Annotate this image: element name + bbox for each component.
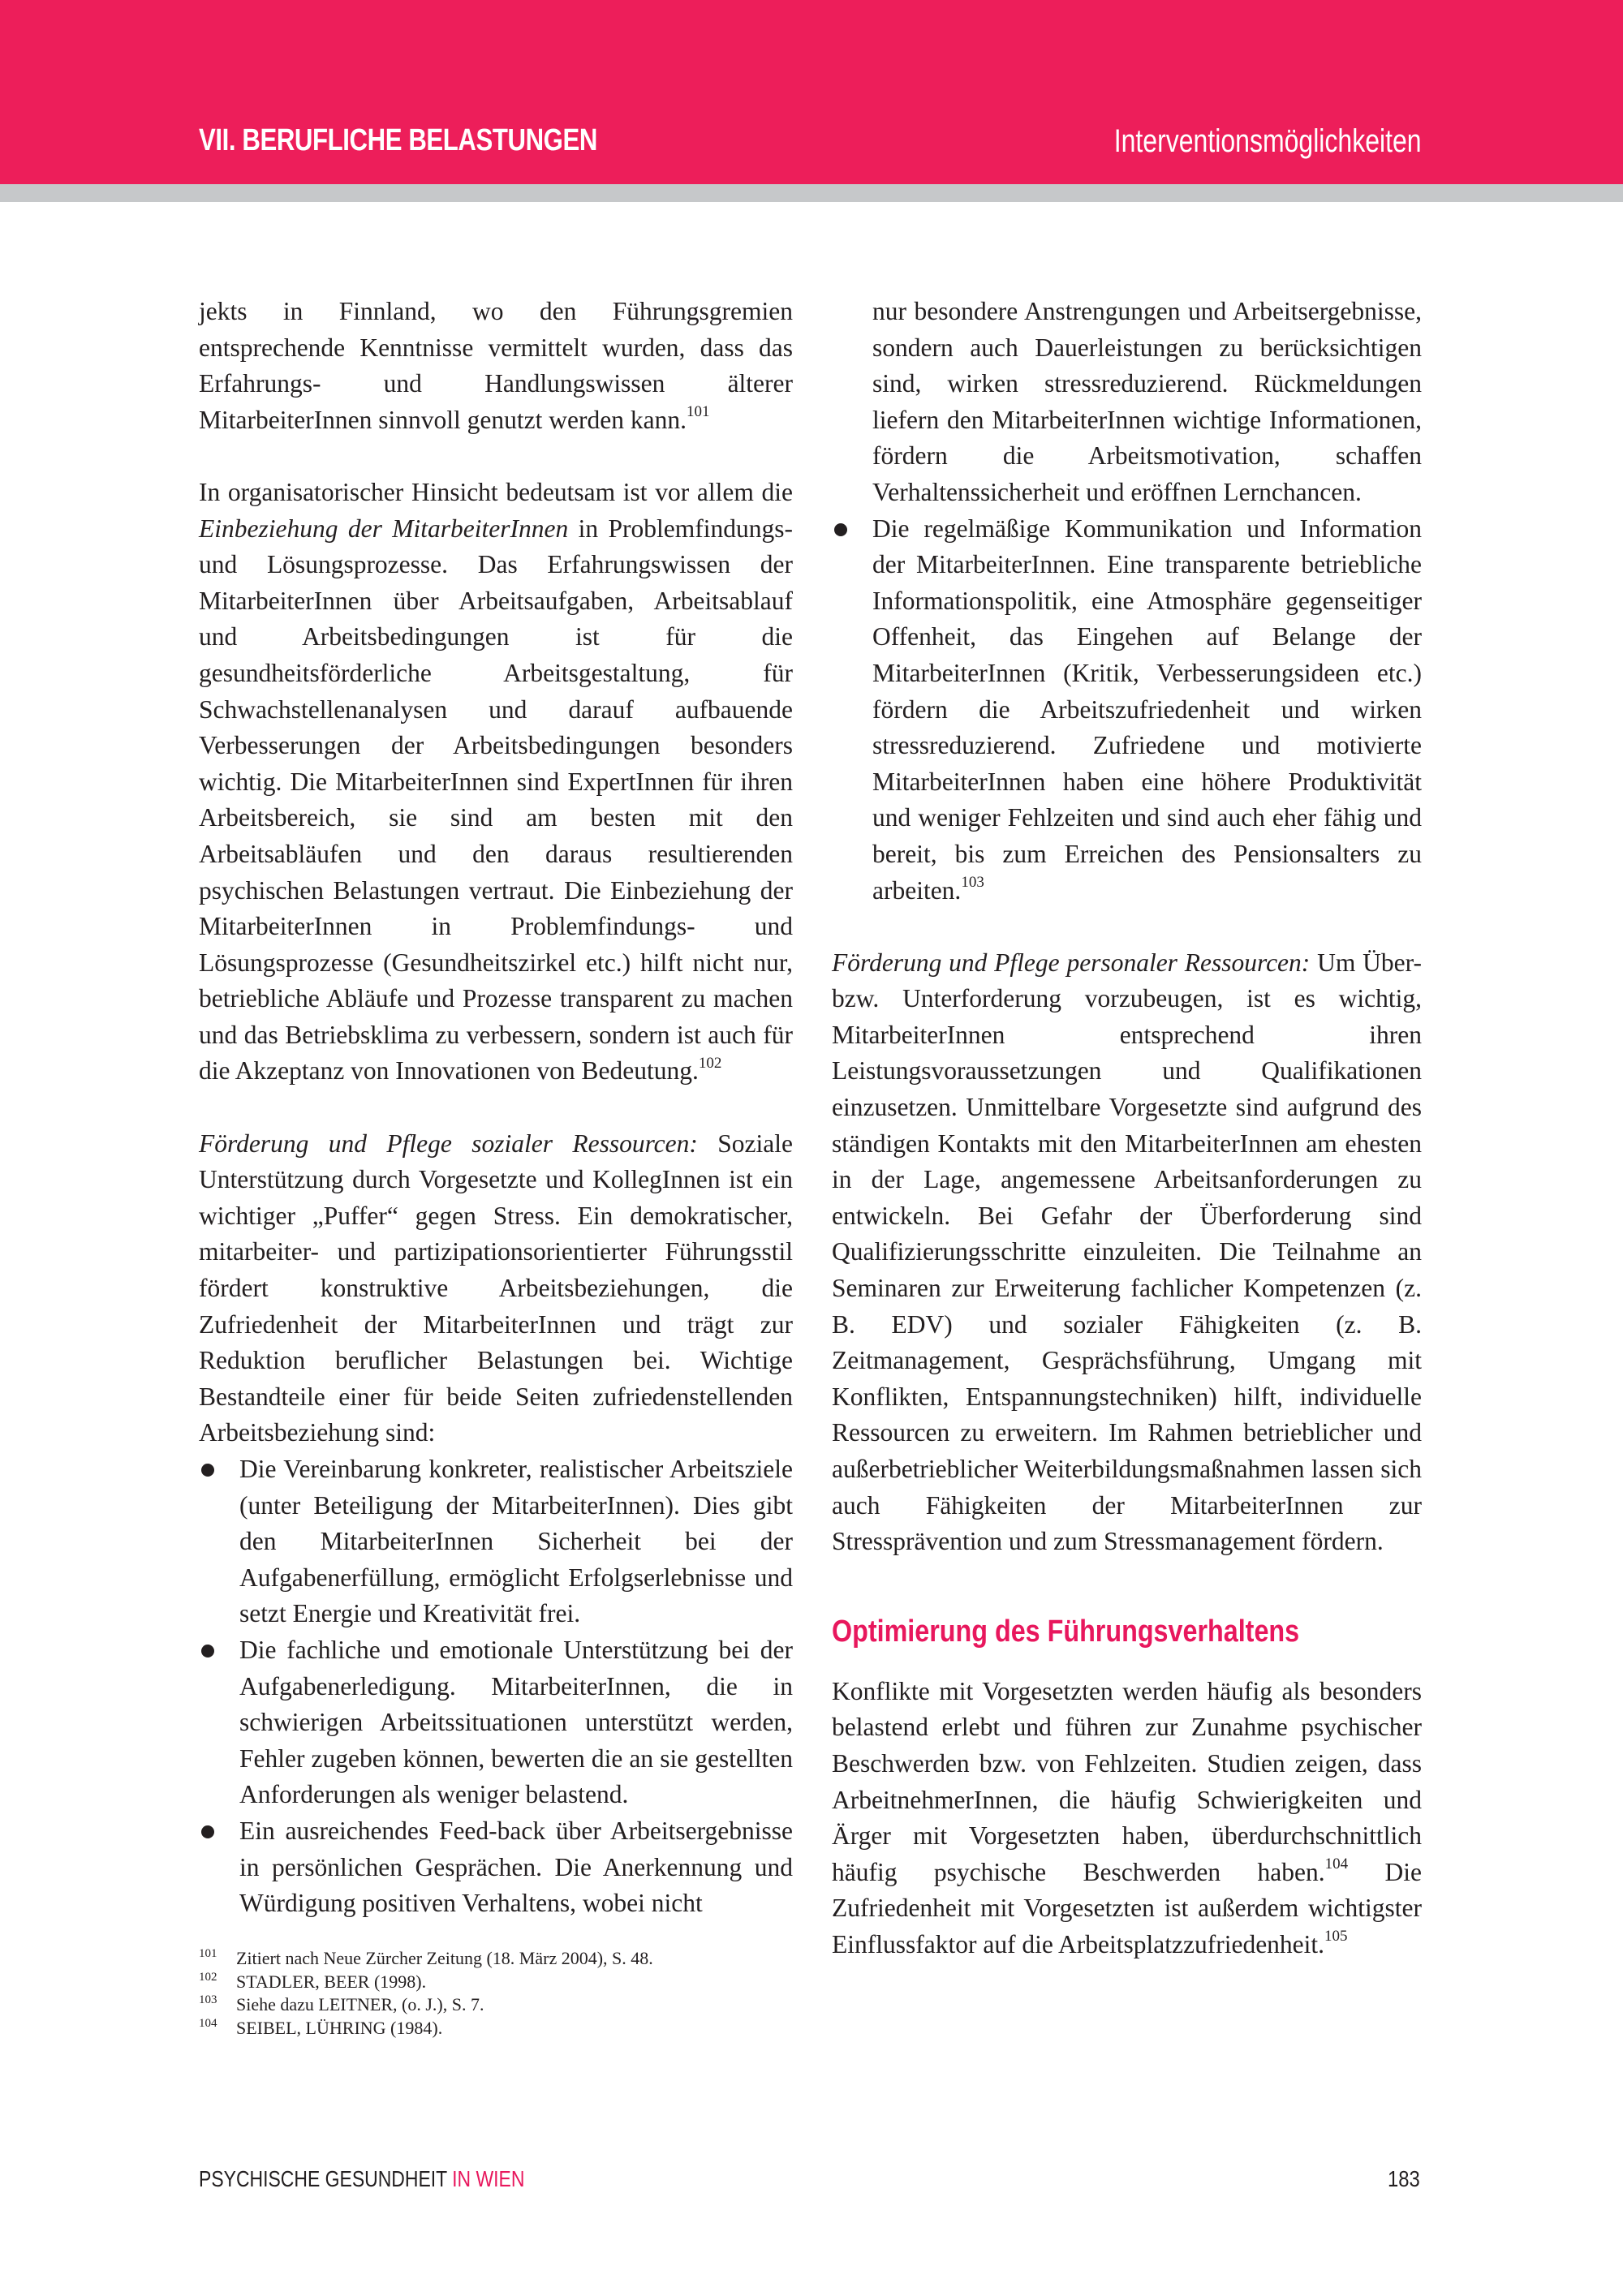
list-item <box>199 1632 793 1813</box>
bullet-icon <box>201 1825 214 1838</box>
footnote-number: 102 <box>199 1970 217 1984</box>
paragraph-text: Konflikte mit Vorgesetzten werden häufig als besonders belastend erlebt und führen zur Zunahme psychischer Beschwerden bzw. von Fehlzeiten. Studien zeigen, dass ArbeitnehmerInnen, die häufig Schwierigkeiten und Ärger mit Vorgesetzten haben, überdurchschnittlich häufig psychische Beschwerden haben. <box>832 1676 1422 1886</box>
list-item-text: Ein ausreichendes Feed-back über Arbeitsergebnisse in persönlichen Gesprächen. Die Anerkennung und Würdigung positiven Verhaltens, wobei nicht <box>239 1816 793 1918</box>
header-divider-band <box>0 184 1623 202</box>
footnote-number: 103 <box>199 1993 217 2006</box>
right-column <box>832 294 1422 1963</box>
footnote-ref[interactable]: 101 <box>686 403 710 421</box>
footnote <box>199 1993 653 2017</box>
footnote-text: Siehe dazu LEITNER, (o. J.), S. 7. <box>236 1994 484 2014</box>
bullet-icon <box>201 1645 214 1658</box>
list-item <box>832 511 1422 909</box>
list-item-text: Die Vereinbarung konkreter, realistischer Arbeitsziele (unter Beteiligung der MitarbeiterInnen). Dies gibt den MitarbeiterInnen Sicherheit bei der Aufgabenerfüllung, ermöglicht Erfolgserlebnisse und setzt Energie und Kreativität frei. <box>239 1455 793 1628</box>
footnote-number: 101 <box>199 1947 217 1960</box>
publication-title-main: PSYCHISCHE GESUNDHEIT <box>199 2166 453 2191</box>
paragraph-text: Soziale Unterstützung durch Vorgesetzte und KollegInnen ist ein wichtiger „Puffer“ gegen Stress. Ein demokratischer, mitarbeiter- und partizipationsorientierter Führungsstil fördert konstruktive Arbeitsbeziehungen, die Zufriedenheit der MitarbeiterInnen und trägt zur Reduktion beruflicher Belastungen bei. Wichtige Bestandteile einer für beide Seiten zufriedenstellenden Arbeitsbeziehung sind: <box>199 1129 793 1447</box>
footnote-text: SEIBEL, LÜHRING (1984). <box>236 2017 443 2038</box>
section-heading: Optimierung des Führungsverhaltens <box>832 1614 1300 1649</box>
left-column <box>199 294 793 1922</box>
paragraph <box>199 1126 793 1451</box>
paragraph <box>199 294 793 438</box>
emphasis-text: Einbeziehung der MitarbeiterInnen <box>199 514 569 543</box>
publication-title-accent: IN WIEN <box>452 2166 525 2191</box>
emphasis-text: Förderung und Pflege sozialer Ressourcen: <box>199 1129 698 1158</box>
footnote <box>199 1947 653 1971</box>
bullet-list <box>832 511 1422 909</box>
bullet-icon <box>834 523 847 536</box>
bullet-list <box>199 1451 793 1922</box>
list-item-continuation: nur besondere Anstrengungen und Arbeitsergebnisse, sondern auch Dauerleistungen zu berücksichtigen sind, wirken stressreduzierend. Rückmeldungen liefern den MitarbeiterInnen wichtige Informationen, fördern die Arbeitsmotivation, schaffen Verhaltenssicherheit und eröffnen Lernchancen. <box>872 297 1422 506</box>
paragraph-text: Die Zufriedenheit mit Vorgesetzten ist außerdem wichtigster Einflussfaktor auf die Arbeitsplatzzufriedenheit. <box>832 1857 1422 1958</box>
bullet-icon <box>201 1464 214 1477</box>
footnote-text: Zitiert nach Neue Zürcher Zeitung (18. März 2004), S. 48. <box>236 1948 653 1968</box>
list-item-text: Die fachliche und emotionale Unterstützung bei der Aufgabenerledigung. MitarbeiterInnen, die in schwierigen Arbeitssituationen unterstützt werden, Fehler zugeben können, bewerten die an sie gestellten Anforderungen als weniger belastend. <box>239 1635 793 1809</box>
footnote-ref[interactable]: 104 <box>1324 1855 1349 1873</box>
footnote-ref[interactable]: 102 <box>698 1054 722 1072</box>
paragraph-text: Um Über- bzw. Unterforderung vorzubeugen, ist es wichtig, MitarbeiterInnen entsprechend ihren Leistungsvoraussetzungen und Qualifikationen einzusetzen. Unmittelbare Vorgesetzte sind aufgrund des ständigen Kontakts mit den MitarbeiterInnen am ehesten in der Lage, angemessene Arbeitsanforderungen zu entwickeln. Bei Gefahr der Überforderung sind Qualifizierungsschritte einzuleiten. Die Teilnahme an Seminaren zur Erweiterung fachlicher Kompetenzen (z. B. EDV) und sozialer Fähigkeiten (z. B. Zeitmanagement, Gesprächsführung, Umgang mit Konflikten, Entspannungstechniken) hilft, individuelle Ressourcen zu erweitern. Im Rahmen betrieblicher und außerbetrieblicher Weiterbildungsmaßnahmen lassen sich auch Fähigkeiten der MitarbeiterInnen zur Stressprävention und zum Stressmanagement fördern. <box>832 948 1422 1556</box>
list-item-text: Die regelmäßige Kommunikation und Information der MitarbeiterInnen. Eine transparente betriebliche Informationspolitik, eine Atmosphäre gegenseitiger Offenheit, das Eingehen auf Belange der MitarbeiterInnen (Kritik, Verbesserungsideen etc.) fördern die Arbeitszufriedenheit und wirken stressreduzierend. Zufriedene und motivierte MitarbeiterInnen haben eine höhere Produktivität und weniger Fehlzeiten und sind auch eher fähig und bereit, bis zum Erreichen des Pensionsalters zu arbeiten. <box>872 514 1422 905</box>
emphasis-text: Förderung und Pflege personaler Ressourcen: <box>832 948 1311 977</box>
footnotes <box>199 1947 653 2040</box>
list-item <box>199 1451 793 1632</box>
publication-title <box>199 2166 524 2192</box>
paragraph-text: In organisatorischer Hinsicht bedeutsam ist vor allem die <box>199 477 793 506</box>
footnote <box>199 1971 653 1994</box>
chapter-title: VII. BERUFLICHE BELASTUNGEN <box>199 123 597 157</box>
section-title: Interventionsmöglichkeiten <box>1114 123 1422 159</box>
page-number: 183 <box>1388 2166 1420 2191</box>
footnote-text: STADLER, BEER (1998). <box>236 1971 427 1992</box>
paragraph <box>832 1674 1422 1963</box>
paragraph <box>199 475 793 1090</box>
paragraph-text: jekts in Finnland, wo den Führungsgremien entsprechende Kenntnisse vermittelt wurden, dass das Erfahrungs- und Handlungswissen älterer MitarbeiterInnen sinnvoll genutzt werden kann. <box>199 297 793 434</box>
footnote-number: 104 <box>199 2016 217 2030</box>
footnote-ref[interactable]: 103 <box>961 874 984 891</box>
list-item <box>199 1813 793 1922</box>
footnote <box>199 2017 653 2040</box>
paragraph <box>832 945 1422 1560</box>
footnote-ref[interactable]: 105 <box>1324 1928 1348 1946</box>
paragraph-text: in Problemfindungs- und Lösungsprozesse. Das Erfahrungswissen der MitarbeiterInnen über Arbeitsaufgaben, Arbeitsablauf und Arbeitsbedingungen ist für die gesundheitsförderliche Arbeitsgestaltung, für Schwachstellenanalysen und darauf aufbauende Verbesserungen der Arbeitsbedingungen besonders wichtig. Die MitarbeiterInnen sind ExpertInnen für ihren Arbeitsbereich, sie sind am besten mit den Arbeitsabläufen und den daraus resultierenden psychischen Belastungen vertraut. Die Einbeziehung der MitarbeiterInnen in Problemfindungs- und Lösungsprozesse (Gesundheitszirkel etc.) hilft nicht nur, betriebliche Abläufe und Prozesse transparent zu machen und das Betriebsklima zu verbessern, sondern ist auch für die Akzeptanz von Innovationen von Bedeutung. <box>199 514 793 1086</box>
